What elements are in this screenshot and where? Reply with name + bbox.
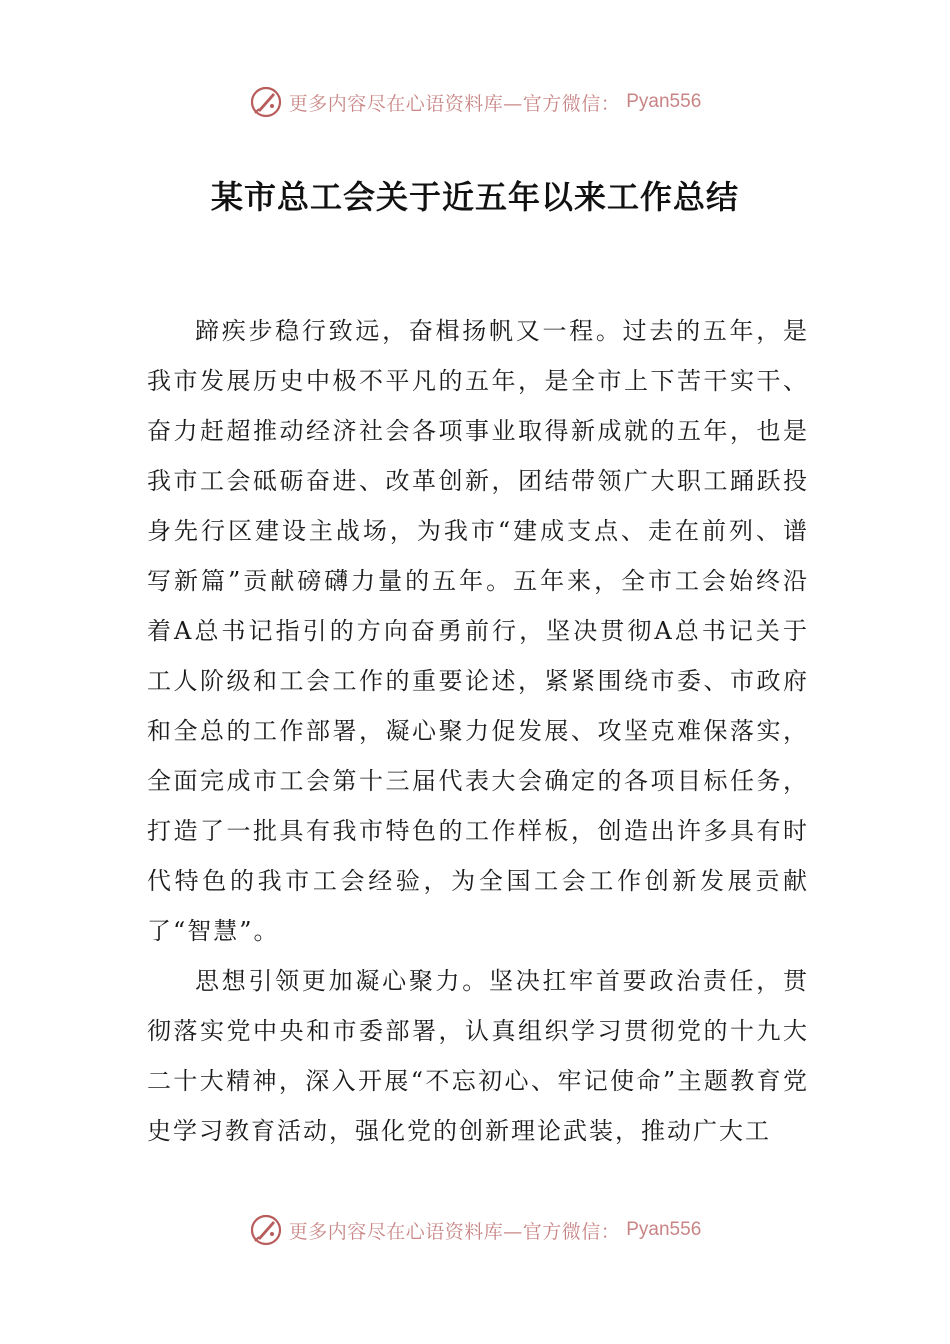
document-body — [147, 306, 809, 1156]
paragraph-2: 思想引领更加凝心聚力。坚决扛牢首要政治责任，贯彻落实党中央和市委部署，认真组织学习贯彻党的十九大二十大精神，深入开展“不忘初心、牢记使命”主题教育党史学习教育活动，强化党的创新理论武装，推动广大工 — [147, 967, 809, 1145]
banner-wechat-id: Pyan556 — [626, 1219, 702, 1240]
quill-logo-icon — [249, 85, 283, 119]
footer-watermark-banner — [0, 1210, 950, 1250]
banner-wechat-id: Pyan556 — [626, 91, 702, 112]
paragraph-1: 蹄疾步稳行致远，奋楫扬帆又一程。过去的五年，是我市发展历史中极不平凡的五年，是全市上下苦干实干、奋力赶超推动经济社会各项事业取得新成就的五年，也是我市工会砥砺奋进、改革创新，团结带领广大职工踊跃投身先行区建设主战场，为我市“建成支点、走在前列、谱写新篇”贡献磅礴力量的五年。五年来，全市工会始终沿着A总书记指引的方向奋勇前行，坚决贯彻A总书记关于工人阶级和工会工作的重要论述，紧紧围绕市委、市政府和全总的工作部署，凝心聚力促发展、攻坚克难保落实，全面完成市工会第十三届代表大会确定的各项目标任务，打造了一批具有我市特色的工作样板，创造出许多具有时代特色的我市工会经验，为全国工会工作创新发展贡献了“智慧”。 — [147, 317, 809, 945]
quill-logo-icon — [249, 1213, 283, 1247]
header-watermark-banner — [0, 82, 950, 122]
banner-text: 更多内容尽在心语资料库—官方微信： — [288, 92, 621, 115]
banner-text: 更多内容尽在心语资料库—官方微信： — [288, 1220, 621, 1243]
document-title: 某市总工会关于近五年以来工作总结 — [210, 178, 739, 216]
